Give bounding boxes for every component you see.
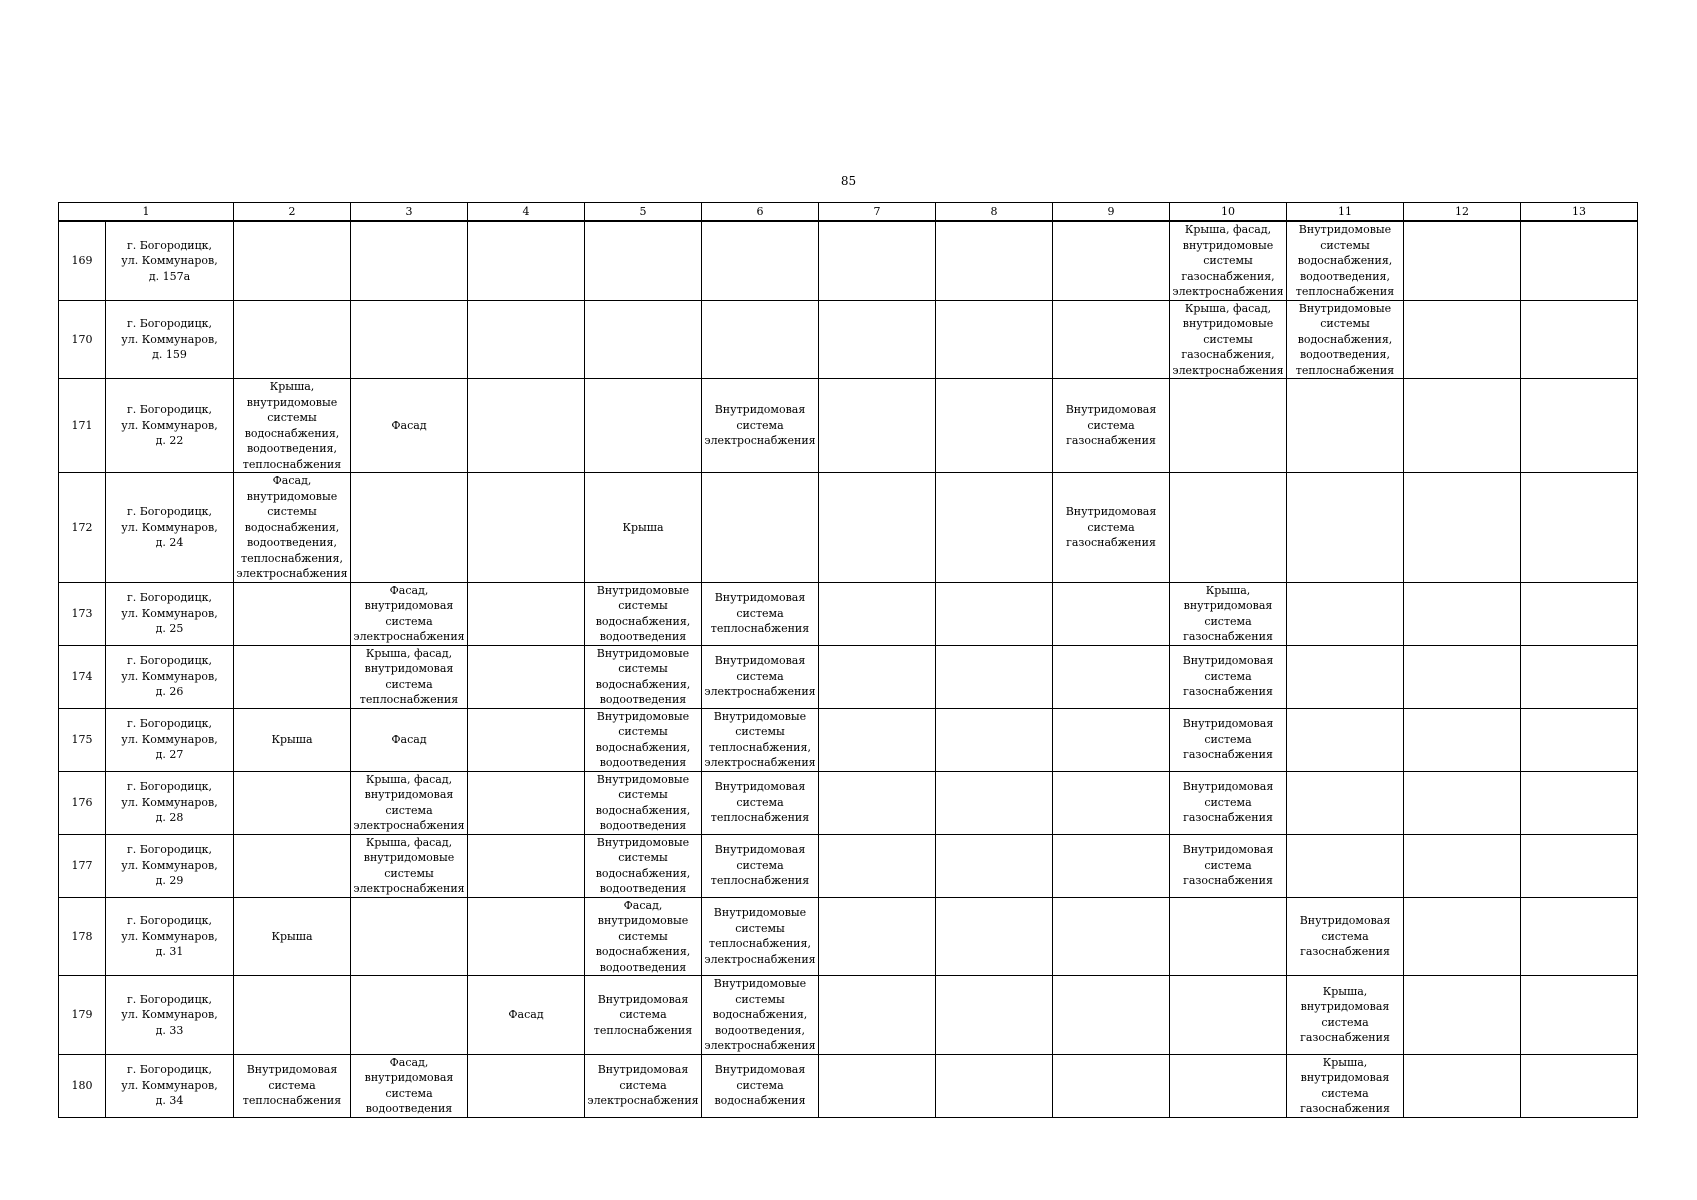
- work-cell-col-13: [1521, 976, 1638, 1055]
- work-text: Крыша, внутридомовая система газоснабжения: [1183, 583, 1273, 643]
- work-text: Внутридомовая система электроснабжения: [704, 654, 816, 699]
- work-cell-col-11: [1287, 300, 1404, 379]
- column-number-header: 5: [585, 203, 702, 222]
- work-cell-col-9: [1053, 1054, 1170, 1117]
- work-text: Внутридомовая система газоснабжения: [1182, 780, 1274, 825]
- work-text: Крыша: [271, 732, 313, 746]
- work-cell-col-9: [1053, 645, 1170, 708]
- work-cell-col-12: [1404, 708, 1521, 771]
- work-cell-col-6: [702, 582, 819, 645]
- work-cell-col-3: [351, 645, 468, 708]
- work-cell-col-12: [1404, 1054, 1521, 1117]
- work-cell-col-6: [702, 897, 819, 976]
- work-cell-col-11: [1287, 708, 1404, 771]
- work-text: Внутридомовые системы водоснабжения, водоотведения: [595, 772, 691, 832]
- work-cell-col-3: [351, 771, 468, 834]
- row-number-cell: 178: [59, 897, 106, 976]
- work-cell-col-8: [936, 897, 1053, 976]
- work-cell-col-11: [1287, 473, 1404, 583]
- work-cell-col-6: [702, 1054, 819, 1117]
- row-number-cell: 176: [59, 771, 106, 834]
- work-cell-col-6: [702, 473, 819, 583]
- work-cell-col-4: [468, 473, 585, 583]
- work-text: Внутридомовые системы водоснабжения, водоотведения, электроснабжения: [704, 977, 816, 1052]
- work-cell-col-13: [1521, 708, 1638, 771]
- work-text: Крыша, внутридомовая система газоснабжения: [1300, 984, 1390, 1045]
- table-row: [59, 300, 1638, 379]
- work-cell-col-11: [1287, 379, 1404, 473]
- work-cell-col-12: [1404, 582, 1521, 645]
- work-text: Внутридомовая система теплоснабжения: [710, 780, 810, 825]
- work-cell-col-2: [234, 1054, 351, 1117]
- work-cell-col-9: [1053, 834, 1170, 897]
- work-text: Внутридомовая система газоснабжения: [1065, 403, 1157, 448]
- work-text: Фасад: [391, 732, 427, 746]
- address-text: г. Богородицк, ул. Коммунаров, д. 33: [121, 992, 218, 1037]
- work-cell-col-8: [936, 834, 1053, 897]
- work-cell-col-10: [1170, 897, 1287, 976]
- column-number-header: 1: [59, 203, 234, 222]
- column-number-header: 9: [1053, 203, 1170, 222]
- row-number-cell: 169: [59, 221, 106, 300]
- address-cell: [106, 645, 234, 708]
- table-row: [59, 897, 1638, 976]
- column-number-header: 2: [234, 203, 351, 222]
- work-cell-col-2: [234, 645, 351, 708]
- work-cell-col-2: [234, 834, 351, 897]
- work-cell-col-2: [234, 976, 351, 1055]
- work-cell-col-10: [1170, 473, 1287, 583]
- work-cell-col-3: [351, 379, 468, 473]
- work-cell-col-6: [702, 379, 819, 473]
- work-cell-col-9: [1053, 582, 1170, 645]
- work-cell-col-8: [936, 771, 1053, 834]
- work-cell-col-11: [1287, 221, 1404, 300]
- work-text: Внутридомовая система газоснабжения: [1182, 843, 1274, 888]
- address-text: г. Богородицк, ул. Коммунаров, д. 25: [121, 591, 218, 636]
- address-text: г. Богородицк, ул. Коммунаров, д. 24: [121, 505, 218, 549]
- work-cell-col-12: [1404, 221, 1521, 300]
- work-text: Внутридомовые системы водоснабжения, водоотведения: [595, 835, 691, 895]
- work-text: Крыша, фасад, внутридомовые системы газоснабжения, электроснабжения: [1172, 301, 1284, 377]
- work-cell-col-5: [585, 582, 702, 645]
- work-cell-col-7: [819, 771, 936, 834]
- work-text: Внутридомовые системы водоснабжения, водоотведения, теплоснабжения: [1295, 301, 1395, 377]
- address-cell: [106, 897, 234, 976]
- page-number: 85: [840, 174, 857, 188]
- work-cell-col-10: [1170, 221, 1287, 300]
- work-cell-col-12: [1404, 645, 1521, 708]
- work-cell-col-2: [234, 708, 351, 771]
- work-cell-col-3: [351, 473, 468, 583]
- address-cell: [106, 300, 234, 379]
- work-text: Внутридомовая система газоснабжения: [1182, 717, 1274, 762]
- work-cell-col-13: [1521, 834, 1638, 897]
- address-cell: [106, 379, 234, 473]
- repair-schedule-table: [58, 202, 1638, 1118]
- work-text: Внутридомовые системы теплоснабжения, электроснабжения: [704, 906, 816, 966]
- work-cell-col-12: [1404, 834, 1521, 897]
- work-cell-col-3: [351, 1054, 468, 1117]
- row-number-cell: 174: [59, 645, 106, 708]
- table-row: [59, 582, 1638, 645]
- work-cell-col-4: [468, 300, 585, 379]
- work-cell-col-11: [1287, 771, 1404, 834]
- address-cell: [106, 976, 234, 1055]
- work-cell-col-9: [1053, 473, 1170, 583]
- work-cell-col-12: [1404, 300, 1521, 379]
- work-cell-col-7: [819, 221, 936, 300]
- table-body: [59, 203, 1638, 1118]
- work-cell-col-4: [468, 221, 585, 300]
- work-cell-col-13: [1521, 300, 1638, 379]
- work-cell-col-4: [468, 976, 585, 1055]
- row-number-cell: 170: [59, 300, 106, 379]
- work-cell-col-6: [702, 221, 819, 300]
- column-number-header: 4: [468, 203, 585, 222]
- work-cell-col-6: [702, 645, 819, 708]
- work-cell-col-3: [351, 834, 468, 897]
- work-cell-col-11: [1287, 645, 1404, 708]
- work-cell-col-8: [936, 1054, 1053, 1117]
- work-cell-col-6: [702, 300, 819, 379]
- column-number-row: [59, 203, 1638, 222]
- work-cell-col-9: [1053, 708, 1170, 771]
- work-cell-col-7: [819, 708, 936, 771]
- column-number-header: 7: [819, 203, 936, 222]
- row-number-cell: 171: [59, 379, 106, 473]
- table-row: [59, 645, 1638, 708]
- work-cell-col-9: [1053, 221, 1170, 300]
- work-cell-col-3: [351, 300, 468, 379]
- work-cell-col-5: [585, 708, 702, 771]
- address-cell: [106, 582, 234, 645]
- work-cell-col-11: [1287, 582, 1404, 645]
- work-cell-col-2: [234, 473, 351, 583]
- work-cell-col-10: [1170, 300, 1287, 379]
- work-text: Внутридомовая система электроснабжения: [704, 403, 816, 448]
- address-cell: [106, 1054, 234, 1117]
- work-text: Крыша, фасад, внутридомовая система теплоснабжения: [359, 646, 459, 706]
- work-cell-col-10: [1170, 771, 1287, 834]
- work-cell-col-13: [1521, 473, 1638, 583]
- work-text: Внутридомовые системы водоснабжения, водоотведения: [595, 646, 691, 706]
- work-text: Внутридомовая система теплоснабжения: [242, 1063, 342, 1108]
- work-text: Фасад, внутридомовые системы водоснабжения, водоотведения, теплоснабжения, электроснабжения: [236, 474, 348, 580]
- work-text: Внутридомовая система водоснабжения: [714, 1063, 806, 1108]
- column-number-header: 13: [1521, 203, 1638, 222]
- address-text: г. Богородицк, ул. Коммунаров, д. 29: [121, 843, 218, 888]
- work-cell-col-9: [1053, 771, 1170, 834]
- work-cell-col-4: [468, 897, 585, 976]
- work-cell-col-13: [1521, 771, 1638, 834]
- work-cell-col-4: [468, 771, 585, 834]
- work-cell-col-5: [585, 834, 702, 897]
- work-cell-col-7: [819, 1054, 936, 1117]
- work-text: Фасад, внутридомовые системы водоснабжения, водоотведения: [595, 898, 691, 974]
- work-cell-col-5: [585, 300, 702, 379]
- row-number-cell: 172: [59, 473, 106, 583]
- work-text: Внутридомовые системы водоснабжения, водоотведения: [595, 583, 691, 643]
- table-row: [59, 834, 1638, 897]
- table-row: [59, 473, 1638, 583]
- work-cell-col-11: [1287, 897, 1404, 976]
- work-cell-col-13: [1521, 645, 1638, 708]
- address-cell: [106, 771, 234, 834]
- work-cell-col-7: [819, 897, 936, 976]
- work-cell-col-11: [1287, 976, 1404, 1055]
- work-cell-col-12: [1404, 897, 1521, 976]
- work-cell-col-2: [234, 379, 351, 473]
- work-cell-col-8: [936, 645, 1053, 708]
- address-text: г. Богородицк, ул. Коммунаров, д. 22: [121, 403, 218, 448]
- work-cell-col-8: [936, 300, 1053, 379]
- work-text: Фасад: [391, 418, 427, 432]
- work-cell-col-10: [1170, 834, 1287, 897]
- table-row: [59, 771, 1638, 834]
- work-cell-col-5: [585, 771, 702, 834]
- work-cell-col-2: [234, 897, 351, 976]
- table-row: [59, 221, 1638, 300]
- work-cell-col-7: [819, 379, 936, 473]
- work-cell-col-9: [1053, 379, 1170, 473]
- work-cell-col-7: [819, 300, 936, 379]
- work-cell-col-8: [936, 221, 1053, 300]
- work-cell-col-7: [819, 473, 936, 583]
- column-number-header: 12: [1404, 203, 1521, 222]
- work-cell-col-4: [468, 379, 585, 473]
- row-number-cell: 180: [59, 1054, 106, 1117]
- address-cell: [106, 473, 234, 583]
- work-cell-col-12: [1404, 976, 1521, 1055]
- address-text: г. Богородицк, ул. Коммунаров, д. 159: [121, 317, 218, 361]
- work-cell-col-4: [468, 708, 585, 771]
- work-text: Крыша, фасад, внутридомовые системы электроснабжения: [353, 835, 465, 895]
- work-cell-col-6: [702, 771, 819, 834]
- work-cell-col-2: [234, 582, 351, 645]
- table-row: [59, 1054, 1638, 1117]
- work-cell-col-5: [585, 379, 702, 473]
- column-number-header: 6: [702, 203, 819, 222]
- work-text: Внутридомовая система теплоснабжения: [710, 591, 810, 636]
- work-cell-col-9: [1053, 976, 1170, 1055]
- work-text: Крыша, внутридомовые системы водоснабжения, водоотведения, теплоснабжения: [242, 380, 342, 471]
- work-cell-col-7: [819, 645, 936, 708]
- work-cell-col-10: [1170, 976, 1287, 1055]
- work-cell-col-4: [468, 645, 585, 708]
- work-cell-col-9: [1053, 897, 1170, 976]
- work-cell-col-12: [1404, 379, 1521, 473]
- work-cell-col-12: [1404, 771, 1521, 834]
- work-cell-col-11: [1287, 834, 1404, 897]
- work-cell-col-7: [819, 834, 936, 897]
- work-text: Внутридомовая система теплоснабжения: [710, 843, 810, 888]
- work-cell-col-13: [1521, 1054, 1638, 1117]
- work-cell-col-3: [351, 976, 468, 1055]
- column-number-header: 3: [351, 203, 468, 222]
- work-text: Фасад, внутридомовая система электроснабжения: [353, 583, 465, 643]
- work-text: Фасад: [508, 1008, 544, 1021]
- work-cell-col-8: [936, 976, 1053, 1055]
- row-number-cell: 173: [59, 582, 106, 645]
- work-text: Внутридомовая система газоснабжения: [1299, 914, 1391, 958]
- work-cell-col-8: [936, 708, 1053, 771]
- work-cell-col-13: [1521, 582, 1638, 645]
- work-cell-col-3: [351, 582, 468, 645]
- address-cell: [106, 708, 234, 771]
- work-cell-col-5: [585, 645, 702, 708]
- work-text: Внутридомовая система теплоснабжения: [593, 992, 693, 1037]
- table-row: [59, 976, 1638, 1055]
- work-cell-col-11: [1287, 1054, 1404, 1117]
- work-cell-col-4: [468, 582, 585, 645]
- work-cell-col-8: [936, 473, 1053, 583]
- work-cell-col-4: [468, 834, 585, 897]
- work-text: Внутридомовые системы теплоснабжения, электроснабжения: [704, 709, 816, 769]
- work-cell-col-13: [1521, 221, 1638, 300]
- work-text: Крыша: [622, 520, 664, 534]
- work-text: Внутридомовые системы водоснабжения, водоотведения, теплоснабжения: [1295, 223, 1395, 298]
- work-cell-col-10: [1170, 645, 1287, 708]
- work-text: Внутридомовая система газоснабжения: [1065, 505, 1157, 549]
- work-cell-col-2: [234, 221, 351, 300]
- work-cell-col-5: [585, 221, 702, 300]
- address-text: г. Богородицк, ул. Коммунаров, д. 31: [121, 914, 218, 958]
- table-row: [59, 379, 1638, 473]
- work-cell-col-4: [468, 1054, 585, 1117]
- column-number-header: 8: [936, 203, 1053, 222]
- work-cell-col-3: [351, 708, 468, 771]
- column-number-header: 10: [1170, 203, 1287, 222]
- work-cell-col-10: [1170, 1054, 1287, 1117]
- work-cell-col-10: [1170, 708, 1287, 771]
- address-text: г. Богородицк, ул. Коммунаров, д. 28: [121, 780, 218, 825]
- address-cell: [106, 834, 234, 897]
- work-cell-col-9: [1053, 300, 1170, 379]
- work-cell-col-3: [351, 221, 468, 300]
- work-text: Крыша, внутридомовая система газоснабжения: [1300, 1055, 1390, 1115]
- work-cell-col-6: [702, 708, 819, 771]
- address-text: г. Богородицк, ул. Коммунаров, д. 27: [121, 717, 218, 762]
- address-cell: [106, 221, 234, 300]
- work-cell-col-5: [585, 1054, 702, 1117]
- address-text: г. Богородицк, ул. Коммунаров, д. 157а: [121, 238, 218, 283]
- work-cell-col-8: [936, 582, 1053, 645]
- work-cell-col-13: [1521, 379, 1638, 473]
- work-text: Внутридомовая система газоснабжения: [1182, 654, 1274, 699]
- work-cell-col-5: [585, 976, 702, 1055]
- work-cell-col-5: [585, 897, 702, 976]
- work-cell-col-6: [702, 976, 819, 1055]
- work-text: Крыша: [271, 929, 313, 943]
- address-text: г. Богородицк, ул. Коммунаров, д. 34: [121, 1063, 218, 1108]
- row-number-cell: 179: [59, 976, 106, 1055]
- work-cell-col-10: [1170, 379, 1287, 473]
- work-cell-col-2: [234, 771, 351, 834]
- row-number-cell: 177: [59, 834, 106, 897]
- work-text: Крыша, фасад, внутридомовая система электроснабжения: [353, 772, 465, 832]
- work-cell-col-5: [585, 473, 702, 583]
- work-cell-col-6: [702, 834, 819, 897]
- work-cell-col-10: [1170, 582, 1287, 645]
- work-cell-col-7: [819, 582, 936, 645]
- work-cell-col-2: [234, 300, 351, 379]
- work-text: Внутридомовая система электроснабжения: [587, 1063, 699, 1108]
- work-cell-col-7: [819, 976, 936, 1055]
- work-text: Крыша, фасад, внутридомовые системы газоснабжения, электроснабжения: [1172, 223, 1284, 298]
- address-text: г. Богородицк, ул. Коммунаров, д. 26: [121, 654, 218, 699]
- work-cell-col-3: [351, 897, 468, 976]
- work-cell-col-8: [936, 379, 1053, 473]
- row-number-cell: 175: [59, 708, 106, 771]
- work-text: Фасад, внутридомовая система водоотведения: [364, 1055, 454, 1115]
- column-number-header: 11: [1287, 203, 1404, 222]
- work-cell-col-12: [1404, 473, 1521, 583]
- work-cell-col-13: [1521, 897, 1638, 976]
- work-text: Внутридомовые системы водоснабжения, водоотведения: [595, 709, 691, 769]
- table-row: [59, 708, 1638, 771]
